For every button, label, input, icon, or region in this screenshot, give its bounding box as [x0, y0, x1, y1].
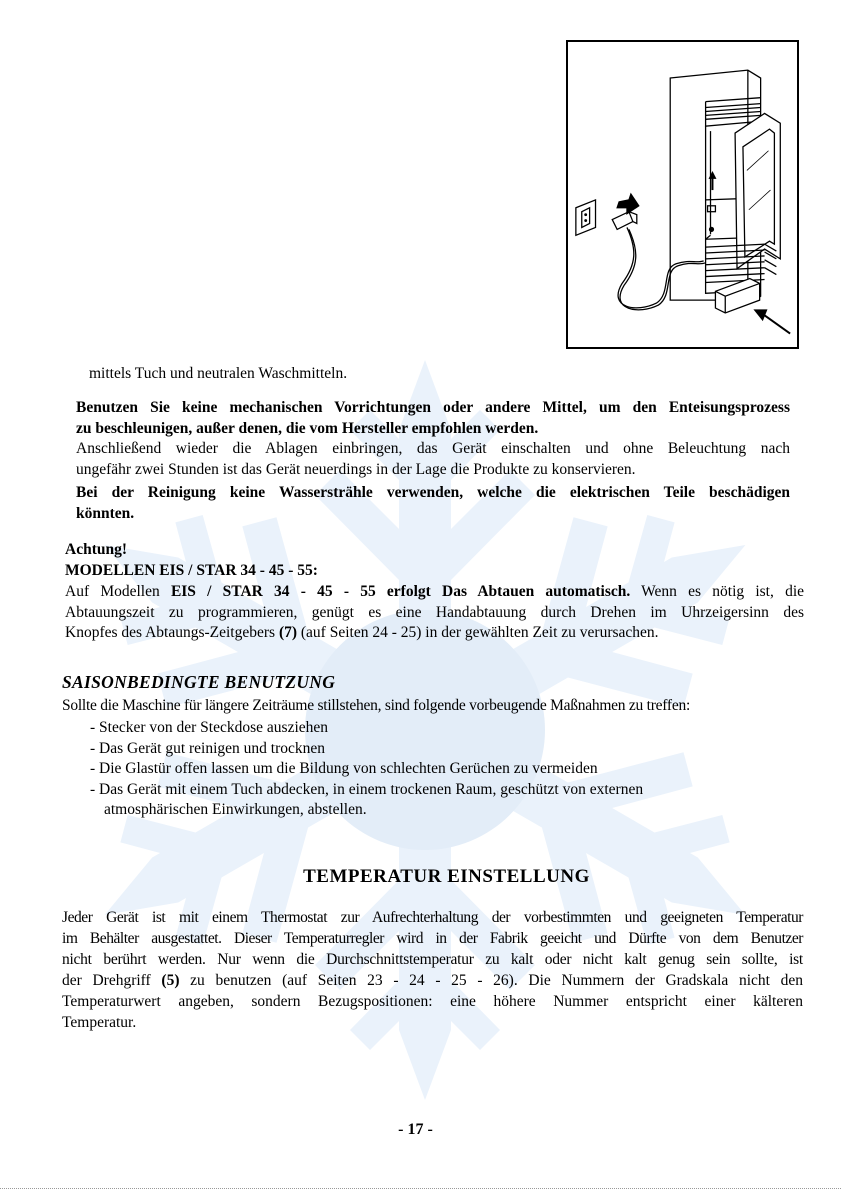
models-bold: EIS / STAR 34 - 45 - 55 erfolgt Das Abtauen automatisch.	[170, 583, 631, 600]
warning-water-line-2: könnten.	[76, 504, 135, 522]
seasonal-use-heading: SAISONBEDINGTE BENUTZUNG	[62, 672, 336, 692]
temp-line-5: Temperaturwert angeben, sondern Bezugspositionen: eine höhere Nummer entspricht einer kälteren	[62, 993, 803, 1010]
refrigerator-figure	[566, 40, 799, 349]
list-item: - Das Gerät gut reinigen und trocknen	[90, 739, 326, 757]
models-paragraph	[65, 582, 804, 644]
temp-text-end: zu benutzen (auf Seiten 23 - 24 - 25 - 26). Die Nummern der Gradskala nicht den	[179, 972, 804, 989]
fridge-unplug-illustration	[568, 42, 797, 347]
temperature-paragraph	[62, 907, 803, 1033]
paragraph-reinsert-line-2: ungefähr zwei Stunden ist das Gerät neuerdings in der Lage die Produkte zu konservieren.	[76, 460, 636, 478]
models-heading: MODELLEN EIS / STAR 34 - 45 - 55:	[65, 562, 318, 579]
list-item: - Die Glastür offen lassen um die Bildung von schlechten Gerüchen zu vermeiden	[90, 760, 598, 777]
warning-water	[76, 483, 790, 524]
temp-text: der Drehgriff	[62, 972, 162, 989]
paragraph-reinsert	[76, 439, 790, 480]
models-text: Auf Modellen	[65, 583, 171, 600]
footer-divider	[0, 1188, 841, 1189]
temp-line-4	[62, 970, 803, 991]
temp-line-3: nicht berührt werden. Nur wenn die Durchschnittstemperatur zu kalt oder nicht kalt genug sein sollte, ist	[62, 951, 803, 968]
warning-mechanical-line-1: Benutzen Sie keine mechanischen Vorrichtungen oder andere Mittel, um den Enteisungsprozess	[76, 399, 790, 416]
models-text-3-end: (auf Seiten 24 - 25) in der gewählten Zeit zu verursachen.	[297, 624, 659, 641]
knob-ref-5: (5)	[161, 972, 180, 989]
models-paragraph-line-3	[65, 623, 804, 644]
temp-line-1: Jeder Gerät ist mit einem Thermostat zur Aufrechterhaltung der vorbestimmten und geeigneten Temperatur	[62, 909, 803, 926]
models-text-end: Wenn es nötig ist, die	[630, 583, 804, 600]
temp-line-6: Temperatur.	[62, 1014, 137, 1031]
achtung-heading: Achtung!	[65, 541, 128, 558]
temp-line-2: im Behälter ausgestattet. Dieser Temperaturregler wird in der Fabrik geeicht und Dürfte von dem Benutzer	[62, 930, 803, 947]
models-paragraph-line-1	[65, 582, 804, 603]
models-text-3: Knopfes des Abtaungs-Zeitgebers	[65, 624, 279, 641]
continued-line: mittels Tuch und neutralen Waschmitteln.	[89, 365, 348, 382]
warning-mechanical-line-2: zu beschleunigen, außer denen, die vom Hersteller empfohlen werden.	[76, 419, 539, 437]
models-paragraph-line-2: Abtauungszeit zu programmieren, genügt es eine Handabtauung durch Drehen im Uhrzeigersinn des	[65, 603, 804, 621]
paragraph-reinsert-line-1: Anschließend wieder die Ablagen einbringen, das Gerät einschalten und ohne Beleuchtung nach	[76, 440, 790, 457]
warning-water-line-1: Bei der Reinigung keine Wassersträhle verwenden, welche die elektrischen Teile beschädigen	[76, 484, 790, 501]
page-number: - 17 -	[398, 1121, 433, 1138]
knob-ref-7: (7)	[278, 624, 298, 641]
list-item: - Stecker von der Steckdose ausziehen	[90, 719, 329, 736]
warning-mechanical	[76, 398, 790, 439]
temperature-heading: TEMPERATUR EINSTELLUNG	[303, 866, 590, 887]
seasonal-list	[90, 718, 643, 821]
list-item-continued: atmosphärischen Einwirkungen, abstellen.	[104, 801, 367, 818]
seasonal-intro: Sollte die Maschine für längere Zeiträume stillstehen, sind folgende vorbeugende Maßnahmen zu treffen:	[62, 697, 691, 714]
list-item: - Das Gerät mit einem Tuch abdecken, in einem trockenen Raum, geschützt von externen	[90, 780, 644, 798]
